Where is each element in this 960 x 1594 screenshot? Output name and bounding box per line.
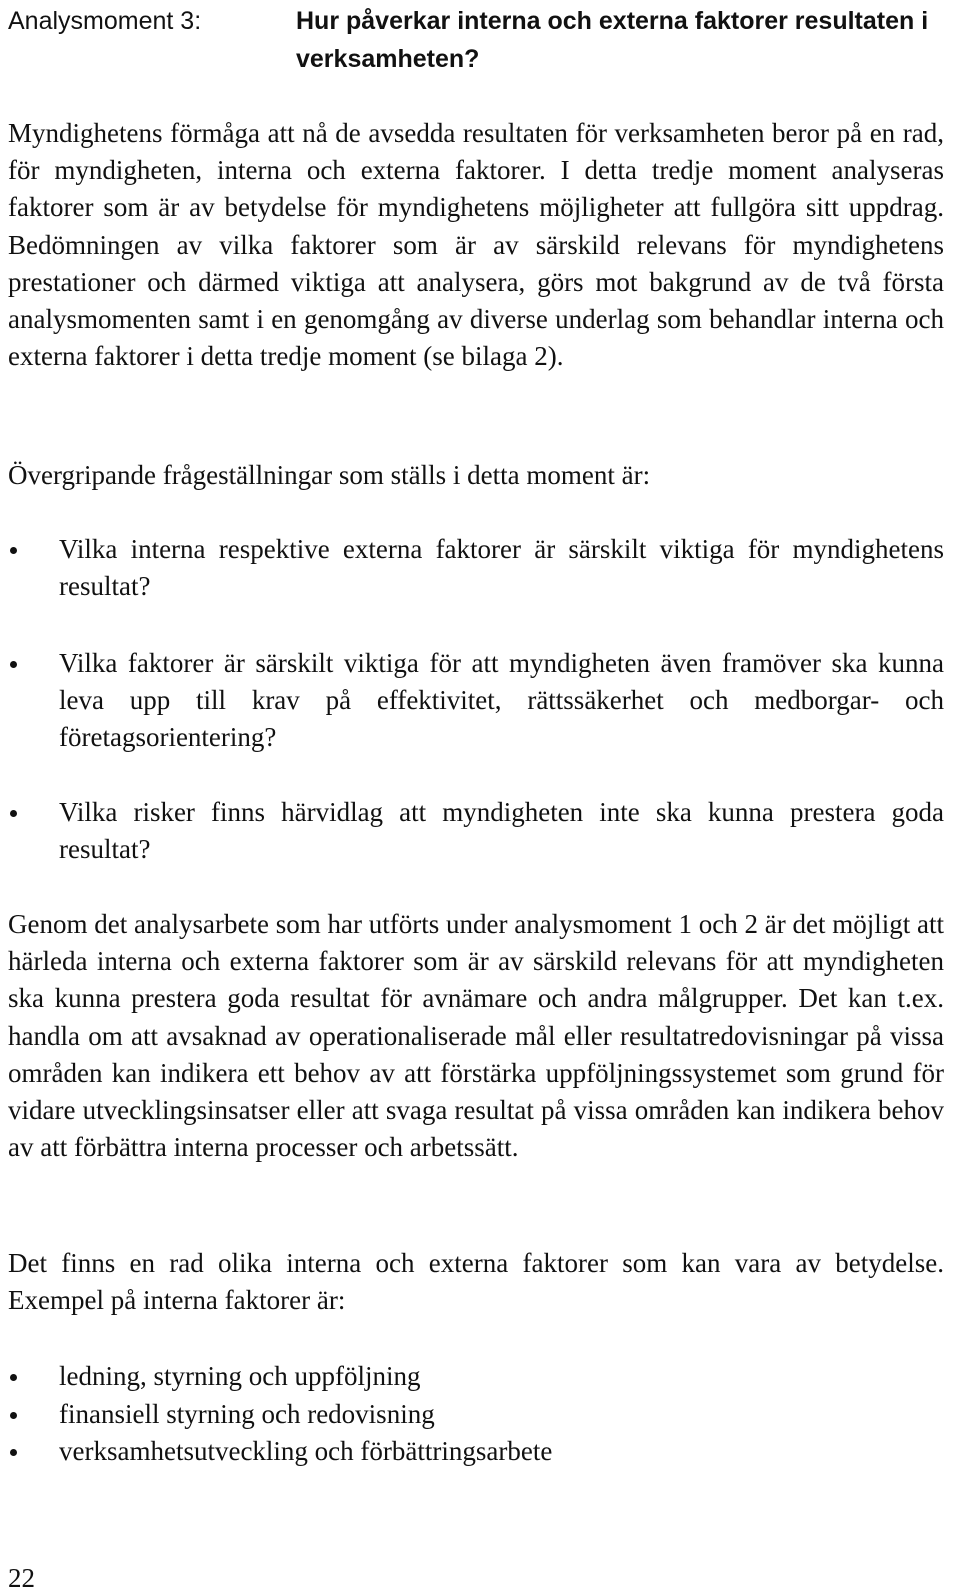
bullet-icon bbox=[10, 810, 17, 817]
bullet-icon bbox=[10, 547, 17, 554]
section-label: Analysmoment 3: bbox=[8, 7, 202, 35]
bullet-icon bbox=[10, 1449, 17, 1456]
factors-lead-paragraph: Det finns en rad olika interna och externa faktorer som kan vara av betydelse. Exempel på interna faktorer är: bbox=[8, 1248, 944, 1316]
questions-lead-paragraph: Övergripande frågeställningar som ställs i detta moment är: bbox=[8, 460, 651, 490]
intro-paragraph: Myndighetens förmåga att nå de avsedda resultaten för verksamheten beror på en rad, för myndigheten, interna och externa faktorer. I detta tredje moment analyseras faktorer som är av betydelse för myndighetens möjligheter att fullgöra sitt uppdrag. Bedömningen av vilka faktorer som är av särskild relevans för myndighetens prestationer och därmed viktiga att analysera, görs mot bakgrund av de två första analysmomenten samt i en genomgång av diverse underlag som behandlar interna och externa faktorer i detta tredje moment (se bilaga 2). bbox=[8, 118, 944, 372]
bullet-icon bbox=[10, 661, 17, 668]
analysis-work-paragraph: Genom det analysarbete som har utförts under analysmoment 1 och 2 är det möjligt att härleda interna och externa faktorer som är av särskild relevans för att myndigheten ska kunna prestera goda resultat för avnämare och andra målgrupper. Det kan t.ex. handla om att avsaknad av operationaliserade mål eller resultatredovisningar på vissa områden kan indikera ett behov av att förstärka uppföljningssystemet som grund för vidare utvecklingsinsatser eller att svaga resultat på vissa områden kan indikera behov av att förbättra interna processer och arbetssätt. bbox=[8, 909, 944, 1163]
section-title: Hur påverkar interna och externa faktorer resultaten i verksamheten? bbox=[296, 7, 929, 73]
factor-text: verksamhetsutveckling och förbättringsarbete bbox=[59, 1436, 553, 1466]
question-text: Vilka risker finns härvidlag att myndigheten inte ska kunna prestera goda resultat? bbox=[59, 797, 944, 865]
question-text: Vilka interna respektive externa faktorer är särskilt viktiga för myndighetens resultat? bbox=[59, 534, 944, 602]
bullet-icon bbox=[10, 1374, 17, 1381]
factor-text: finansiell styrning och redovisning bbox=[59, 1399, 435, 1429]
question-text: Vilka faktorer är särskilt viktiga för att myndigheten även framöver ska kunna leva upp till krav på effektivitet, rättssäkerhet och medborgar- och företagsorientering? bbox=[59, 648, 944, 753]
factor-text: ledning, styrning och uppföljning bbox=[59, 1361, 421, 1391]
page-number: 22 bbox=[8, 1563, 35, 1593]
bullet-icon bbox=[10, 1412, 17, 1419]
